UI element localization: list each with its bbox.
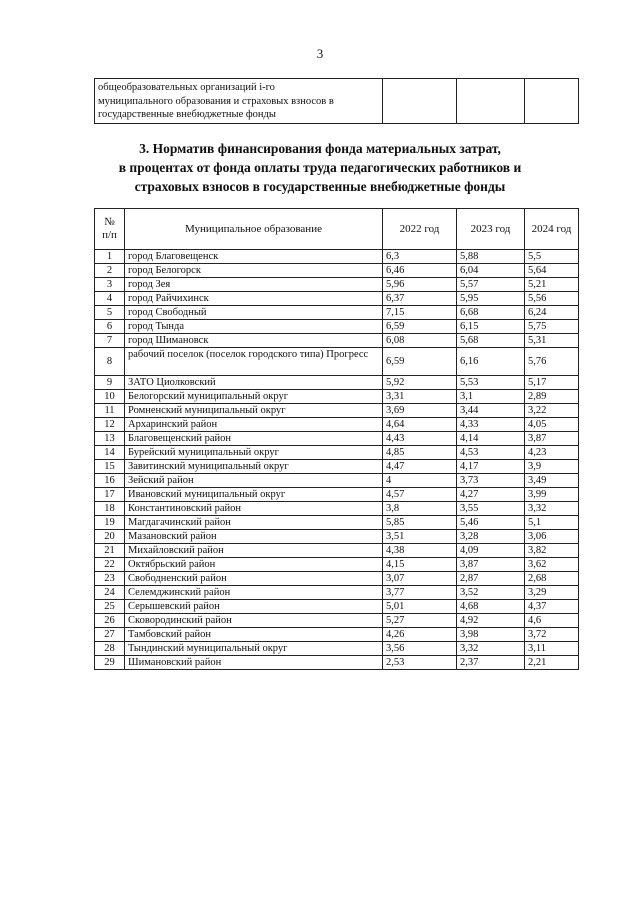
value-2023-cell: 2,37 xyxy=(457,656,525,670)
row-number-cell: 8 xyxy=(95,348,125,376)
row-number-cell: 11 xyxy=(95,404,125,418)
value-2024-cell: 5,17 xyxy=(525,376,579,390)
municipality-cell: Архаринский район xyxy=(125,418,383,432)
row-number-cell: 19 xyxy=(95,516,125,530)
table-body xyxy=(95,250,579,670)
municipality-cell: город Зея xyxy=(125,278,383,292)
value-2024-cell: 3,72 xyxy=(525,628,579,642)
value-2023-cell: 5,46 xyxy=(457,516,525,530)
value-2022-cell: 5,01 xyxy=(383,600,457,614)
row-number-cell: 2 xyxy=(95,264,125,278)
table-row xyxy=(95,544,579,558)
row-number-cell: 7 xyxy=(95,334,125,348)
row-number-cell: 3 xyxy=(95,278,125,292)
table-row xyxy=(95,460,579,474)
value-2023-cell: 4,14 xyxy=(457,432,525,446)
value-2023-cell: 3,98 xyxy=(457,628,525,642)
row-number-cell: 25 xyxy=(95,600,125,614)
value-2022-cell: 5,96 xyxy=(383,278,457,292)
continuation-row xyxy=(95,79,579,124)
value-2023-cell: 4,92 xyxy=(457,614,525,628)
municipality-cell: Зейский район xyxy=(125,474,383,488)
table-row xyxy=(95,516,579,530)
table-row xyxy=(95,264,579,278)
value-2024-cell: 3,9 xyxy=(525,460,579,474)
value-2023-cell: 3,32 xyxy=(457,642,525,656)
table-row xyxy=(95,432,579,446)
table-row xyxy=(95,418,579,432)
value-2022-cell: 6,08 xyxy=(383,334,457,348)
table-row xyxy=(95,376,579,390)
table-row xyxy=(95,600,579,614)
page-number: 3 xyxy=(316,46,324,61)
value-2024-cell: 3,22 xyxy=(525,404,579,418)
value-2023-cell: 4,53 xyxy=(457,446,525,460)
value-2022-cell: 4,15 xyxy=(383,558,457,572)
value-2022-cell: 5,85 xyxy=(383,516,457,530)
value-2022-cell: 4 xyxy=(383,474,457,488)
municipality-cell: Ромненский муниципальный округ xyxy=(125,404,383,418)
value-2024-cell: 2,21 xyxy=(525,656,579,670)
row-number-cell: 21 xyxy=(95,544,125,558)
section-title xyxy=(60,139,580,196)
municipality-cell: Михайловский район xyxy=(125,544,383,558)
value-2023-cell: 3,55 xyxy=(457,502,525,516)
table-row xyxy=(95,348,579,376)
value-2022-cell: 6,37 xyxy=(383,292,457,306)
value-2024-cell: 4,23 xyxy=(525,446,579,460)
continuation-empty-cell xyxy=(383,79,457,124)
row-number-cell: 5 xyxy=(95,306,125,320)
value-2024-cell: 5,21 xyxy=(525,278,579,292)
table-row xyxy=(95,446,579,460)
value-2024-cell: 5,1 xyxy=(525,516,579,530)
value-2022-cell: 5,92 xyxy=(383,376,457,390)
table-row xyxy=(95,628,579,642)
municipality-cell: Белогорский муниципальный округ xyxy=(125,390,383,404)
table-row xyxy=(95,572,579,586)
municipality-cell: Сковородинский район xyxy=(125,614,383,628)
value-2023-cell: 5,88 xyxy=(457,250,525,264)
municipality-cell: город Свободный xyxy=(125,306,383,320)
value-2023-cell: 3,73 xyxy=(457,474,525,488)
municipality-cell: Тындинский муниципальный округ xyxy=(125,642,383,656)
header-year-2023: 2023 год xyxy=(457,209,525,250)
continuation-empty-cell xyxy=(457,79,525,124)
section-title-line: в процентах от фонда оплаты труда педагогических работников и xyxy=(118,160,522,175)
row-number-cell: 17 xyxy=(95,488,125,502)
value-2022-cell: 4,85 xyxy=(383,446,457,460)
row-number-cell: 23 xyxy=(95,572,125,586)
row-number-cell: 4 xyxy=(95,292,125,306)
row-number-cell: 6 xyxy=(95,320,125,334)
table-row xyxy=(95,250,579,264)
municipality-cell: Свободненский район xyxy=(125,572,383,586)
table-row xyxy=(95,404,579,418)
table-row xyxy=(95,586,579,600)
municipality-cell: Бурейский муниципальный округ xyxy=(125,446,383,460)
value-2022-cell: 4,64 xyxy=(383,418,457,432)
continuation-text-cell xyxy=(95,79,383,124)
value-2022-cell: 4,43 xyxy=(383,432,457,446)
value-2023-cell: 5,57 xyxy=(457,278,525,292)
value-2023-cell: 2,87 xyxy=(457,572,525,586)
value-2024-cell: 3,62 xyxy=(525,558,579,572)
row-number-cell: 10 xyxy=(95,390,125,404)
row-number-cell: 14 xyxy=(95,446,125,460)
table-row xyxy=(95,488,579,502)
value-2023-cell: 6,16 xyxy=(457,348,525,376)
municipality-cell: Октябрьский район xyxy=(125,558,383,572)
table-row xyxy=(95,656,579,670)
table-row xyxy=(95,642,579,656)
value-2023-cell: 4,17 xyxy=(457,460,525,474)
table-row xyxy=(95,530,579,544)
municipality-cell: Ивановский муниципальный округ xyxy=(125,488,383,502)
row-number-cell: 27 xyxy=(95,628,125,642)
continuation-empty-cell xyxy=(525,79,579,124)
municipality-cell: город Тында xyxy=(125,320,383,334)
value-2022-cell: 4,57 xyxy=(383,488,457,502)
value-2022-cell: 4,26 xyxy=(383,628,457,642)
value-2024-cell: 4,37 xyxy=(525,600,579,614)
municipality-cell: Тамбовский район xyxy=(125,628,383,642)
row-number-cell: 29 xyxy=(95,656,125,670)
value-2024-cell: 5,56 xyxy=(525,292,579,306)
value-2022-cell: 6,59 xyxy=(383,348,457,376)
value-2023-cell: 3,44 xyxy=(457,404,525,418)
value-2024-cell: 6,24 xyxy=(525,306,579,320)
value-2024-cell: 2,89 xyxy=(525,390,579,404)
value-2022-cell: 3,56 xyxy=(383,642,457,656)
row-number-cell: 26 xyxy=(95,614,125,628)
section-title-line: страховых взносов в государственные внебюджетные фонды xyxy=(134,179,506,194)
table-row xyxy=(95,334,579,348)
value-2023-cell: 3,52 xyxy=(457,586,525,600)
municipality-cell: Серышевский район xyxy=(125,600,383,614)
table-row xyxy=(95,278,579,292)
value-2022-cell: 3,31 xyxy=(383,390,457,404)
table-row xyxy=(95,390,579,404)
municipality-cell: город Райчихинск xyxy=(125,292,383,306)
value-2022-cell: 4,47 xyxy=(383,460,457,474)
value-2024-cell: 2,68 xyxy=(525,572,579,586)
value-2023-cell: 5,68 xyxy=(457,334,525,348)
value-2024-cell: 5,64 xyxy=(525,264,579,278)
value-2023-cell: 4,27 xyxy=(457,488,525,502)
municipality-cell: Благовещенский район xyxy=(125,432,383,446)
table-row xyxy=(95,474,579,488)
value-2023-cell: 6,04 xyxy=(457,264,525,278)
row-number-cell: 13 xyxy=(95,432,125,446)
value-2024-cell: 3,32 xyxy=(525,502,579,516)
municipality-cell: Завитинский муниципальный округ xyxy=(125,460,383,474)
row-number-cell: 24 xyxy=(95,586,125,600)
table-row xyxy=(95,614,579,628)
continuation-line: общеобразовательных организаций i-го xyxy=(98,82,275,93)
value-2022-cell: 3,07 xyxy=(383,572,457,586)
value-2023-cell: 6,15 xyxy=(457,320,525,334)
value-2023-cell: 4,09 xyxy=(457,544,525,558)
row-number-cell: 12 xyxy=(95,418,125,432)
header-year-2024: 2024 год xyxy=(525,209,579,250)
municipality-cell: Селемджинский район xyxy=(125,586,383,600)
value-2023-cell: 3,87 xyxy=(457,558,525,572)
row-number-cell: 16 xyxy=(95,474,125,488)
row-number-cell: 22 xyxy=(95,558,125,572)
continuation-table xyxy=(94,78,579,124)
value-2023-cell: 4,33 xyxy=(457,418,525,432)
section-title-line: 3. Норматив финансирования фонда материальных затрат, xyxy=(139,141,501,156)
value-2022-cell: 3,69 xyxy=(383,404,457,418)
municipality-cell: Магдагачинский район xyxy=(125,516,383,530)
municipality-cell: Мазановский район xyxy=(125,530,383,544)
row-number-cell: 28 xyxy=(95,642,125,656)
table-row xyxy=(95,558,579,572)
value-2022-cell: 3,77 xyxy=(383,586,457,600)
value-2024-cell: 5,75 xyxy=(525,320,579,334)
value-2024-cell: 3,82 xyxy=(525,544,579,558)
header-number-line: № xyxy=(104,216,115,228)
value-2022-cell: 6,3 xyxy=(383,250,457,264)
value-2022-cell: 3,8 xyxy=(383,502,457,516)
value-2024-cell: 3,11 xyxy=(525,642,579,656)
header-municipality: Муниципальное образование xyxy=(125,209,383,250)
table-row xyxy=(95,320,579,334)
continuation-line: государственные внебюджетные фонды xyxy=(98,109,276,121)
value-2023-cell: 5,53 xyxy=(457,376,525,390)
value-2022-cell: 4,38 xyxy=(383,544,457,558)
value-2024-cell: 4,6 xyxy=(525,614,579,628)
table-header-row xyxy=(95,209,579,250)
municipality-cell: ЗАТО Циолковский xyxy=(125,376,383,390)
value-2023-cell: 4,68 xyxy=(457,600,525,614)
table-row xyxy=(95,292,579,306)
norms-table xyxy=(94,208,579,670)
municipality-cell: город Шимановск xyxy=(125,334,383,348)
row-number-cell: 1 xyxy=(95,250,125,264)
value-2022-cell: 6,59 xyxy=(383,320,457,334)
header-year-2022: 2022 год xyxy=(383,209,457,250)
continuation-line: муниципального образования и страховых взносов в xyxy=(98,95,334,107)
value-2022-cell: 3,51 xyxy=(383,530,457,544)
value-2023-cell: 6,68 xyxy=(457,306,525,320)
row-number-cell: 20 xyxy=(95,530,125,544)
header-number xyxy=(95,209,125,250)
value-2023-cell: 5,95 xyxy=(457,292,525,306)
value-2024-cell: 5,76 xyxy=(525,348,579,376)
row-number-cell: 18 xyxy=(95,502,125,516)
value-2024-cell: 3,06 xyxy=(525,530,579,544)
row-number-cell: 9 xyxy=(95,376,125,390)
municipality-cell: Константиновский район xyxy=(125,502,383,516)
value-2024-cell: 3,99 xyxy=(525,488,579,502)
value-2022-cell: 5,27 xyxy=(383,614,457,628)
row-number-cell: 15 xyxy=(95,460,125,474)
value-2022-cell: 6,46 xyxy=(383,264,457,278)
table-row xyxy=(95,306,579,320)
value-2024-cell: 3,29 xyxy=(525,586,579,600)
value-2024-cell: 3,49 xyxy=(525,474,579,488)
table-row xyxy=(95,502,579,516)
value-2024-cell: 5,5 xyxy=(525,250,579,264)
value-2023-cell: 3,1 xyxy=(457,390,525,404)
municipality-cell: Шимановский район xyxy=(125,656,383,670)
value-2023-cell: 3,28 xyxy=(457,530,525,544)
municipality-cell: рабочий поселок (поселок городского типа) Прогресс xyxy=(125,348,383,376)
municipality-cell: город Благовещенск xyxy=(125,250,383,264)
municipality-cell: город Белогорск xyxy=(125,264,383,278)
value-2022-cell: 7,15 xyxy=(383,306,457,320)
value-2024-cell: 5,31 xyxy=(525,334,579,348)
value-2024-cell: 4,05 xyxy=(525,418,579,432)
value-2024-cell: 3,87 xyxy=(525,432,579,446)
header-number-line: п/п xyxy=(102,229,117,241)
value-2022-cell: 2,53 xyxy=(383,656,457,670)
